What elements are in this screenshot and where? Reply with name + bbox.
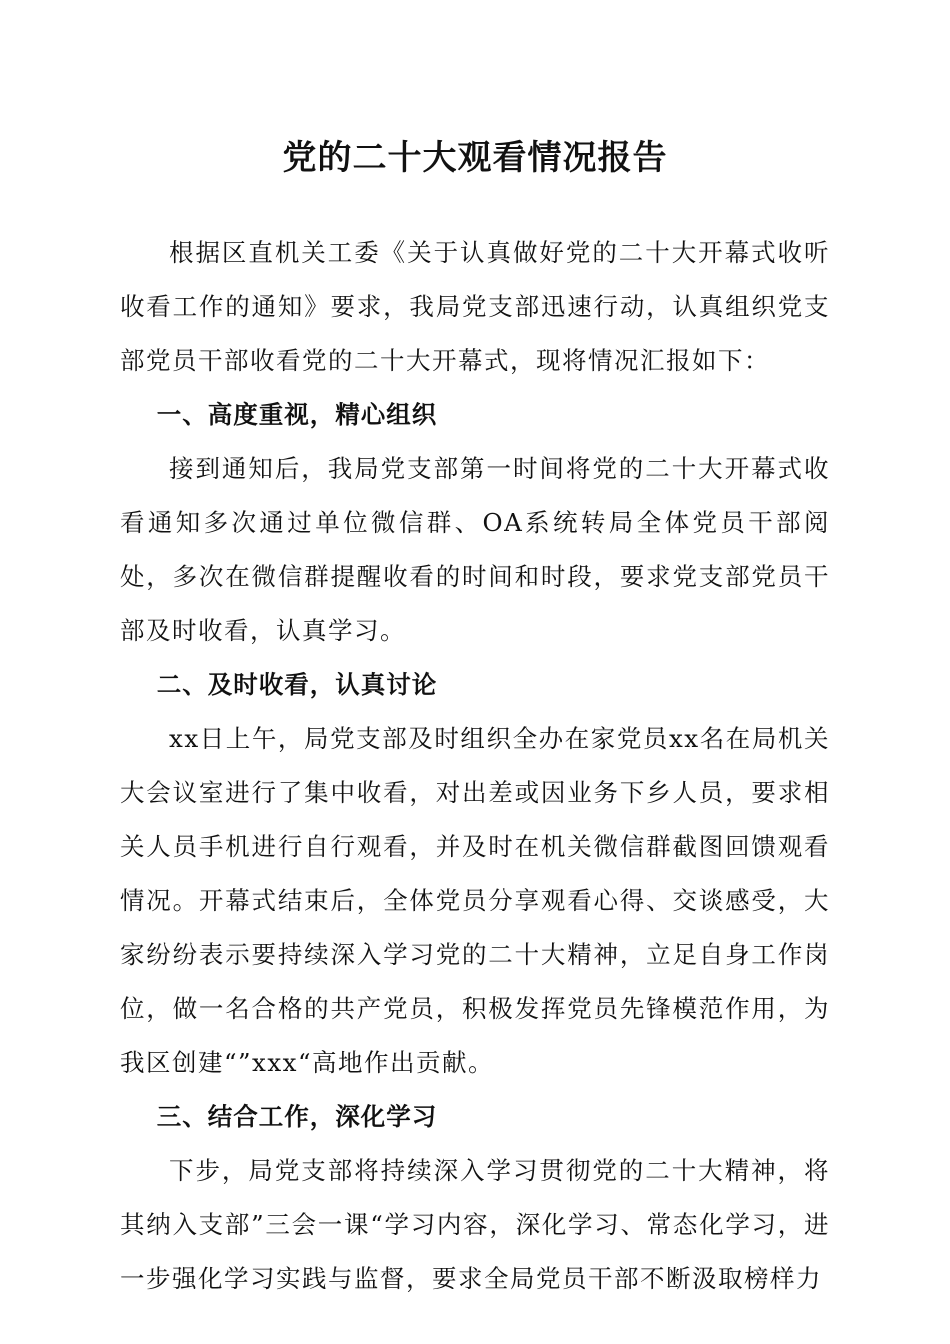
section-heading-2: 二、及时收看，认真讨论 <box>156 670 438 699</box>
section-heading-3: 三、结合工作，深化学习 <box>156 1102 438 1131</box>
document-body <box>120 226 830 1306</box>
document-title: 党的二十大观看情况报告 <box>282 138 668 178</box>
section-paragraph-3: 下步，局党支部将持续深入学习贯彻党的二十大精神，将其纳入支部”三会一课“学习内容，深化学习、常态化学习，进一步强化学习实践与监督，要求全局党员干部不断汲取榜样力 <box>120 1156 830 1293</box>
section-heading-1: 一、高度重视，精心组织 <box>156 400 438 429</box>
section-paragraph-1: 接到通知后，我局党支部第一时间将党的二十大开幕式收看通知多次通过单位微信群、OA系统转局全体党员干部阅处，多次在微信群提醒收看的时间和时段，要求党支部党员干部及时收看，认真学习。 <box>120 454 830 645</box>
section-paragraph-2: xx日上午，局党支部及时组织全办在家党员xx名在局机关大会议室进行了集中收看，对出差或因业务下乡人员，要求相关人员手机进行自行观看，并及时在机关微信群截图回馈观看情况。开幕式结束后，全体党员分享观看心得、交谈感受，大家纷纷表示要持续深入学习党的二十大精神，立足自身工作岗位，做一名合格的共产党员，积极发挥党员先锋模范作用，为我区创建“”xxx“高地作出贡献。 <box>120 724 830 1077</box>
intro-paragraph: 根据区直机关工委《关于认真做好党的二十大开幕式收听收看工作的通知》要求，我局党支部迅速行动，认真组织党支部党员干部收看党的二十大开幕式，现将情况汇报如下： <box>120 238 830 375</box>
